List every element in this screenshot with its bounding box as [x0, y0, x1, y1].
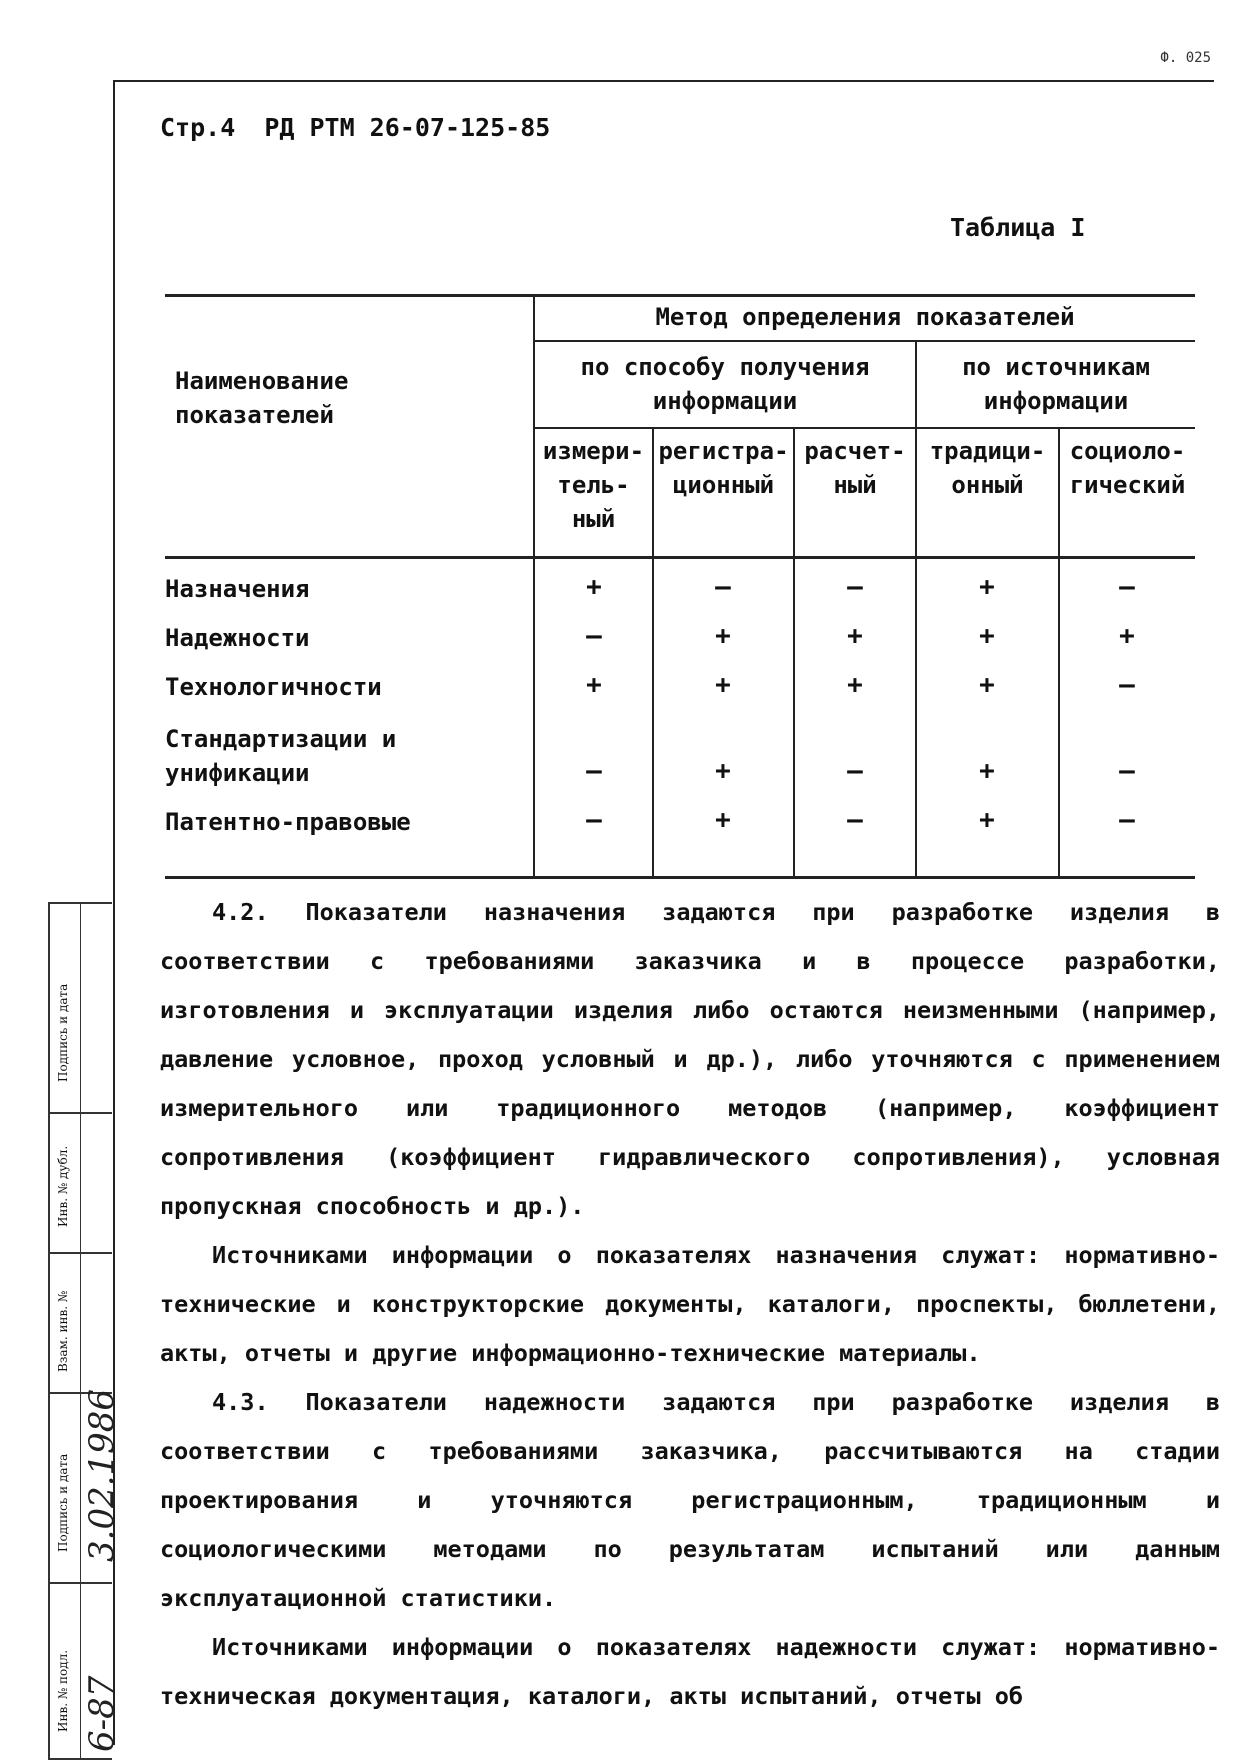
group1-header — [535, 350, 915, 418]
subheader-measuring-line3: ный — [571, 505, 616, 533]
subheader-traditional-line1: традици- — [929, 437, 1046, 465]
mark-cell: – — [586, 805, 602, 835]
mark-cell: – — [1119, 805, 1135, 835]
stamp-column-divider — [80, 902, 81, 1758]
mark-cell: – — [1119, 572, 1135, 602]
stamp-rule — [50, 1112, 112, 1114]
paragraph-4-2: 4.2. Показатели назначения задаются при разработке изделия в соответствии с требованиями заказчика и в процессе разработки, изготовления и эксплуатации изделия либо остаются неизменными (например, давление условное, проход условный и др.), либо уточняются с применением измерительного или традиционного методов (например, коэффициент сопротивления (коэффициент гидравлического сопротивления), условная пропускная способность и др.). — [160, 898, 1220, 1220]
subheader-traditional-line2: онный — [951, 471, 1024, 499]
method-header-rule — [533, 340, 1195, 342]
body-text — [160, 888, 1220, 1721]
subheader-calculation-line1: расчет- — [804, 437, 906, 465]
row-label-standardization-line1: Стандартизации и — [165, 725, 397, 753]
mark-cell: – — [586, 621, 602, 651]
table-top-rule — [165, 294, 1195, 297]
stamp-label-dup-inv: Инв. № дубл. — [56, 1145, 70, 1227]
subheader-registration — [654, 434, 793, 502]
col-name-header-line2: показателей — [175, 401, 334, 429]
row-label-standardization-line2: унификации — [165, 759, 310, 787]
group2-header — [917, 350, 1195, 418]
row-label-reliability: Надежности — [165, 624, 310, 652]
document-code: РД РТМ 26-07-125-85 — [264, 113, 551, 142]
stamp-rule — [50, 902, 112, 904]
table-title: Таблица I — [950, 213, 1086, 242]
row-label-patent: Патентно-правовые — [165, 808, 411, 836]
mark-cell: – — [586, 756, 602, 786]
row-label-purpose: Назначения — [165, 575, 310, 603]
col-name-header-line1: Наименование — [175, 367, 349, 395]
subheader-traditional — [917, 434, 1058, 502]
stamp-rule — [50, 1582, 112, 1584]
row-label-manufacturability: Технологичности — [165, 673, 382, 701]
page-header — [160, 113, 564, 142]
subheader-measuring-line2: тель- — [557, 471, 630, 499]
mark-cell: – — [847, 805, 863, 835]
subheader-registration-line1: регистра- — [658, 437, 789, 465]
mark-cell: + — [715, 756, 731, 786]
form-code: Ф. 025 — [1160, 50, 1211, 66]
stamp-label-signature-date-1: Подпись и дата — [56, 983, 70, 1082]
mark-cell: + — [715, 621, 731, 651]
subheader-measuring — [535, 434, 652, 536]
table-bottom-rule — [165, 876, 1195, 879]
paragraph-4-3: 4.3. Показатели надежности задаются при разработке изделия в соответствии с требованиями заказчика, рассчитываются на стадии проектирования и уточняются регистрационным, традиционным и социологическими методами по результатам испытаний или данным эксплуатационной статистики. — [160, 1388, 1220, 1612]
mark-cell: + — [979, 572, 995, 602]
handwritten-inv-number: 6-87 — [82, 1675, 122, 1752]
col-name-header — [175, 364, 475, 432]
mark-cell: – — [1119, 670, 1135, 700]
mark-cell: + — [586, 572, 602, 602]
mark-cell: + — [979, 805, 995, 835]
indicator-method-table — [165, 294, 1195, 876]
mark-cell: + — [847, 621, 863, 651]
stamp-rule — [50, 1252, 112, 1254]
mark-cell: + — [715, 670, 731, 700]
stamp-label-orig-inv: Инв. № подл. — [56, 1649, 70, 1732]
mark-cell: – — [847, 756, 863, 786]
paragraph-purpose-sources: Источниками информации о показателях назначения служат: нормативно-технические и конструкторские документы, каталоги, проспекты, бюллетени, акты, отчеты и другие информационно-технические материалы. — [160, 1241, 1220, 1367]
mark-cell: + — [979, 621, 995, 651]
header-bottom-rule — [165, 556, 1195, 559]
group2-header-line2: информации — [983, 387, 1129, 415]
stamp-label-signature-date-2: Подпись и дата — [56, 1453, 70, 1552]
subheader-sociological — [1060, 434, 1195, 502]
frame-top-rule — [115, 80, 1214, 82]
subheader-registration-line2: ционный — [672, 471, 775, 499]
page-number: Стр.4 — [160, 113, 236, 142]
mark-cell: + — [979, 756, 995, 786]
paragraph-reliability-sources: Источниками информации о показателях надежности служат: нормативно-техническая документация, каталоги, акты испытаний, отчеты об — [160, 1633, 1220, 1710]
mark-cell: + — [586, 670, 602, 700]
col-divider-groups — [915, 340, 917, 876]
mark-cell: + — [715, 805, 731, 835]
group-header-rule — [533, 427, 1195, 429]
subheader-sociological-line1: социоло- — [1069, 437, 1186, 465]
mark-cell: + — [847, 670, 863, 700]
subheader-calculation-line2: ный — [833, 471, 877, 499]
group2-header-line1: по источникам — [962, 353, 1150, 381]
mark-cell: – — [715, 572, 731, 602]
mark-cell: – — [1119, 756, 1135, 786]
margin-stamp — [48, 902, 122, 1760]
mark-cell: + — [1119, 621, 1135, 651]
method-header: Метод определения показателей — [655, 303, 1075, 331]
mark-cell: + — [979, 670, 995, 700]
subheader-calculation — [795, 434, 915, 502]
subheader-measuring-line1: измери- — [542, 437, 645, 465]
group1-header-line1: по способу получения — [580, 353, 870, 381]
subheader-sociological-line2: гический — [1069, 471, 1186, 499]
row-label-standardization — [165, 722, 396, 790]
mark-cell: – — [847, 572, 863, 602]
group1-header-line2: информации — [652, 387, 798, 415]
stamp-label-replace-inv: Взам. инв. № — [56, 1290, 70, 1372]
handwritten-date: 3.02.1986 — [82, 1388, 122, 1562]
